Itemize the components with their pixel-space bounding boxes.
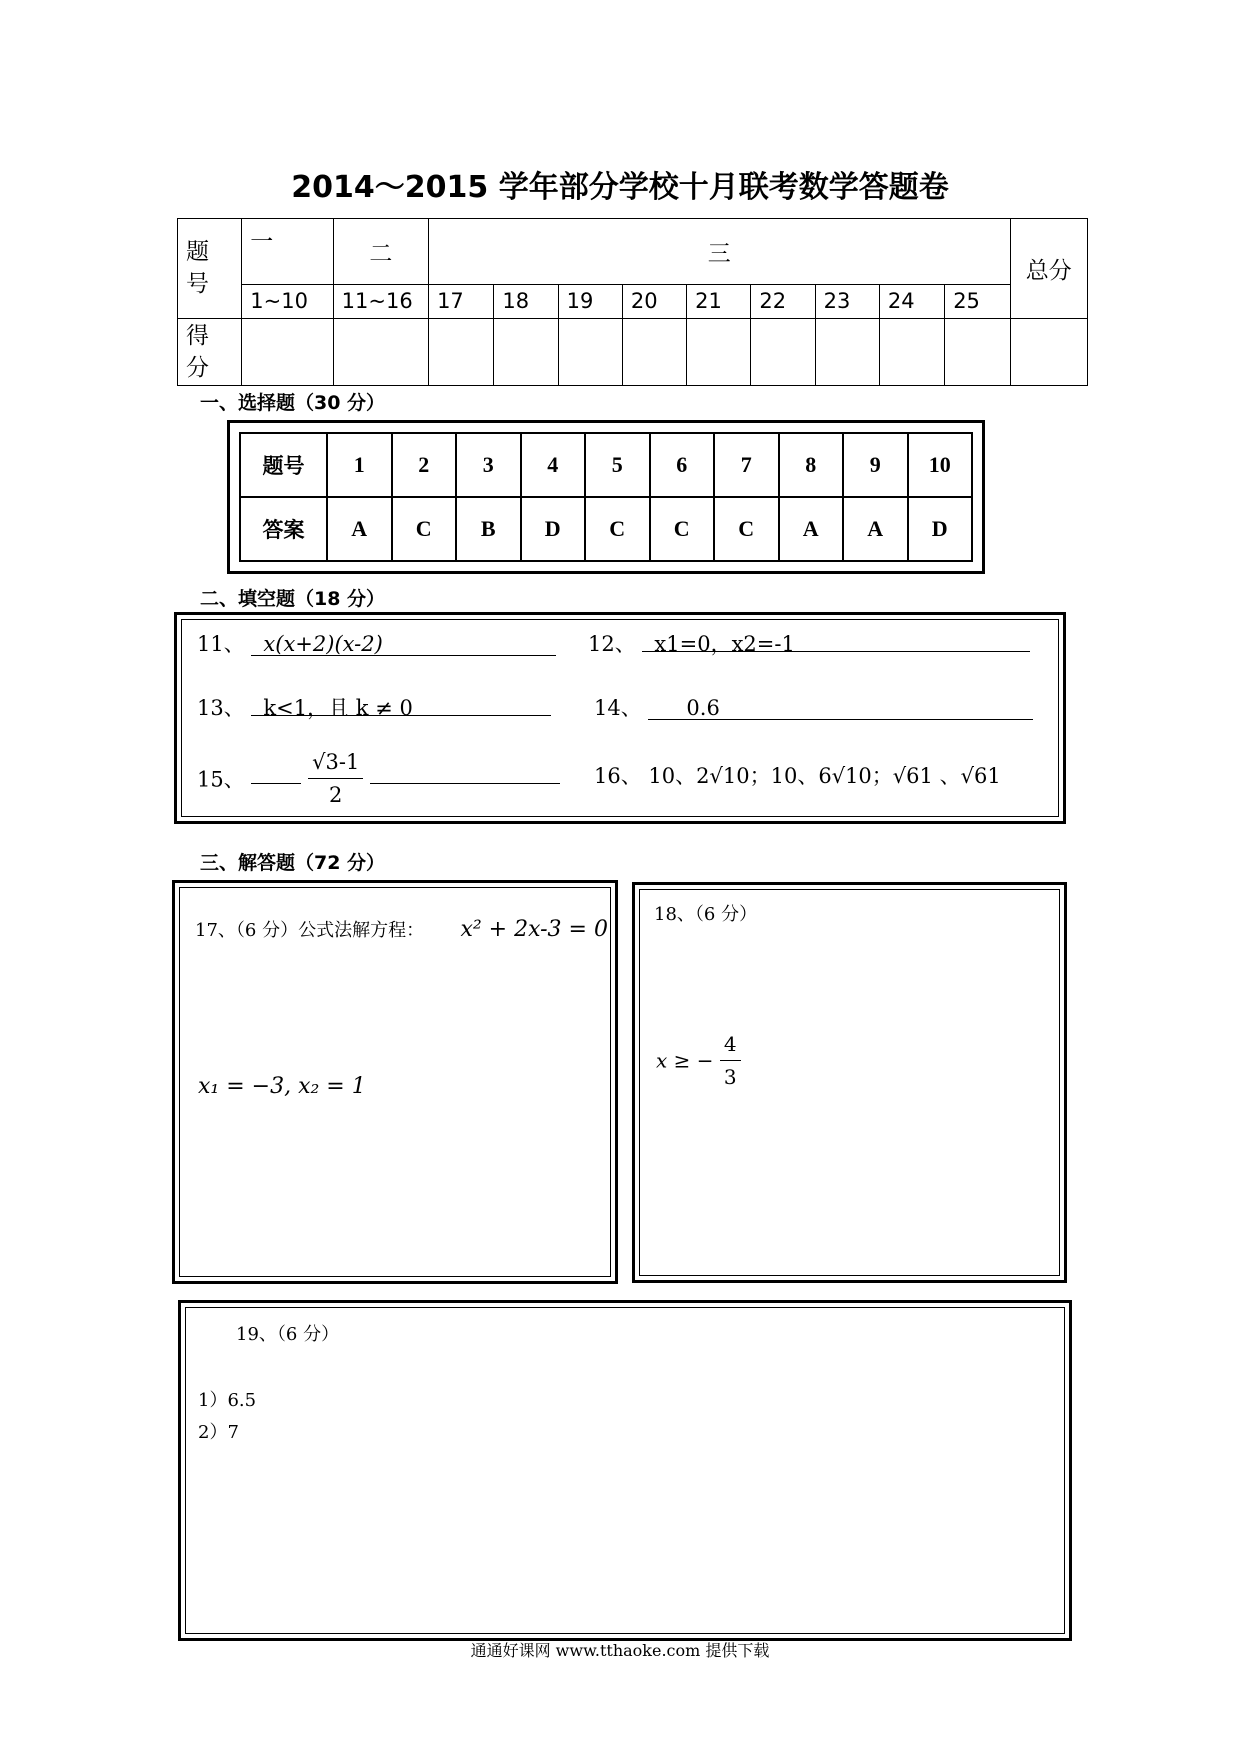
choice-answer: C [650,497,715,561]
question-cell-25: 25 [945,285,1010,318]
choice-answer-table [239,432,973,562]
section-one-heading: 一、选择题（30 分） [200,392,386,414]
score-blank[interactable] [333,318,428,385]
q17-title: 17、（6 分）公式法解方程： [195,920,425,941]
q16-answer: 10、2√10；10、6√10；√61 、√61 [648,764,1001,788]
q19-title: 19、（6 分） [236,1324,340,1345]
section-three-heading: 三、解答题（72 分） [200,852,386,874]
range-cell-2: 11~16 [333,285,428,318]
q18-answer [656,1028,741,1093]
q18-numerator: 4 [720,1028,741,1061]
question-cell-17: 17 [429,285,494,318]
q13-row [197,692,551,722]
q11-row [197,628,556,658]
choice-answer: A [779,497,844,561]
q15-fraction [308,746,363,811]
choice-answer: C [714,497,779,561]
choice-number: 5 [585,433,650,497]
q19-box [178,1300,1072,1641]
q19-line-1: 1）6.5 [198,1390,257,1411]
choice-number: 6 [650,433,715,497]
q14-label: 14、 [594,696,642,720]
q18-answer-lhs: x ≥ − [656,1048,714,1073]
question-cell-19: 19 [558,285,622,318]
choice-answer: D [908,497,973,561]
q17-answer: x₁ = −3, x₂ = 1 [198,1074,366,1099]
choice-number: 9 [843,433,908,497]
q18-fraction [720,1028,741,1093]
q15-denominator: 2 [329,783,343,807]
question-cell-18: 18 [494,285,558,318]
choice-number: 4 [521,433,586,497]
q18-title: 18、（6 分） [654,904,758,925]
score-blank[interactable] [558,318,622,385]
q15-blank-left [251,759,301,784]
score-blank[interactable] [815,318,879,385]
score-table [177,218,1088,386]
question-cell-23: 23 [815,285,879,318]
choice-number: 3 [456,433,521,497]
q13-answer: k<1，且 k ≠ 0 [251,692,551,716]
range-cell-1: 1~10 [242,285,333,318]
q14-row [594,692,1033,722]
section-one-header: 一 [242,219,333,285]
q16-row [594,760,1001,790]
page-title: 2014～2015 学年部分学校十月联考数学答题卷 [291,170,949,205]
question-cell-22: 22 [751,285,815,318]
score-blank[interactable] [429,318,494,385]
q15-label: 15、 [197,767,245,792]
question-cell-24: 24 [879,285,944,318]
score-blank[interactable] [879,318,944,385]
choice-answer: D [521,497,586,561]
score-blank[interactable] [1010,318,1087,385]
choice-number-label: 题号 [240,433,327,497]
question-cell-20: 20 [622,285,686,318]
tihao-header-cell [178,219,242,319]
q13-label: 13、 [197,696,245,720]
score-blank[interactable] [945,318,1010,385]
choice-number: 8 [779,433,844,497]
q11-label: 11、 [197,632,245,656]
q18-denominator: 3 [723,1065,737,1089]
q14-answer: 0.6 [648,696,1033,720]
choice-answer-label: 答案 [240,497,327,561]
total-header: 总分 [1010,219,1087,319]
tihao-char-2: 号 [186,271,209,298]
score-blank[interactable] [622,318,686,385]
choice-answer: C [585,497,650,561]
q12-answer: x1=0，x2=-1 [642,628,1030,652]
score-blank[interactable] [242,318,333,385]
choice-answer-box [227,420,985,574]
question-cell-21: 21 [687,285,751,318]
q15-row [197,746,560,811]
q12-label: 12、 [588,632,636,656]
choice-answer: A [843,497,908,561]
defen-char-1: 得 [186,322,209,349]
score-blank[interactable] [687,318,751,385]
choice-answer: A [327,497,392,561]
choice-number: 1 [327,433,392,497]
score-blank[interactable] [751,318,815,385]
defen-char-2: 分 [186,354,209,381]
q15-blank-right [370,759,560,784]
q15-numerator: √3-1 [308,746,363,779]
score-blank[interactable] [494,318,558,385]
choice-answer: B [456,497,521,561]
section-two-header: 二 [333,219,428,285]
q17-equation: x² + 2x-3 = 0 [460,917,608,942]
choice-answer: C [392,497,457,561]
q11-answer: x(x+2)(x-2) [251,632,556,656]
footer-text: 通通好课网 www.tthaoke.com 提供下载 [470,1641,770,1660]
q12-row [588,628,1030,658]
choice-number: 2 [392,433,457,497]
choice-number: 10 [908,433,973,497]
tihao-char-1: 题 [186,239,209,266]
q19-line-2: 2）7 [198,1422,239,1443]
defen-header-cell [178,318,242,385]
section-three-header: 三 [429,219,1010,285]
choice-number: 7 [714,433,779,497]
q16-label: 16、 [594,764,642,788]
q17-head [195,916,608,942]
section-two-heading: 二、填空题（18 分） [200,588,386,610]
